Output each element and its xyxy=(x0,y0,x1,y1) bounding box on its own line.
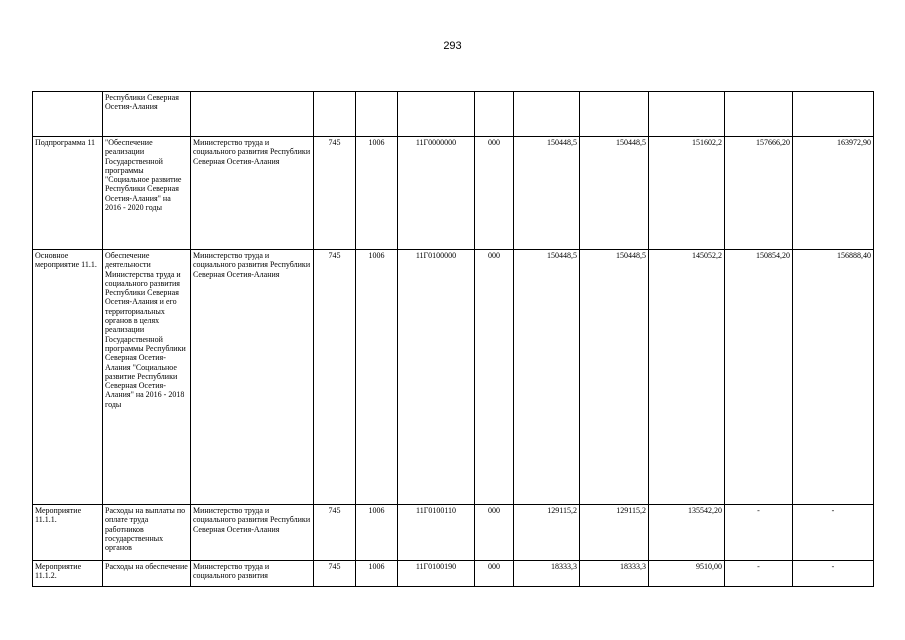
page-number: 293 xyxy=(443,40,462,52)
status-cell: Подпрограмма 11 xyxy=(33,137,103,250)
amount-cell: 129115,2 xyxy=(580,505,649,561)
csr-cell xyxy=(398,92,475,137)
amount-cell: 156888,40 xyxy=(793,250,874,505)
table-row xyxy=(33,561,874,587)
rzpr-cell: 1006 xyxy=(356,250,398,505)
csr-cell: 11Г0000000 xyxy=(398,137,475,250)
name-cell: Расходы на обеспечение xyxy=(103,561,191,587)
amount-cell: 150448,5 xyxy=(514,137,580,250)
grbs-cell xyxy=(314,92,356,137)
csr-cell: 11Г0100190 xyxy=(398,561,475,587)
amount-cell: 18333,3 xyxy=(580,561,649,587)
budget-table xyxy=(32,91,874,587)
vr-cell xyxy=(475,92,514,137)
executor-cell: Министерство труда и социального развития Республики Северная Осетия-Алания xyxy=(191,505,314,561)
executor-cell: Министерство труда и социального развития Республики Северная Осетия-Алания xyxy=(191,137,314,250)
name-cell: Республики Северная Осетия-Алания xyxy=(103,92,191,137)
table-row xyxy=(33,137,874,250)
table-row xyxy=(33,250,874,505)
csr-cell: 11Г0100110 xyxy=(398,505,475,561)
table-row xyxy=(33,505,874,561)
grbs-cell: 745 xyxy=(314,561,356,587)
amount-cell: 145052,2 xyxy=(649,250,725,505)
amount-cell: 18333,3 xyxy=(514,561,580,587)
amount-cell: - xyxy=(793,561,874,587)
amount-cell: - xyxy=(725,505,793,561)
amount-cell: 150854,20 xyxy=(725,250,793,505)
amount-cell xyxy=(725,92,793,137)
amount-cell xyxy=(793,92,874,137)
amount-cell: 150448,5 xyxy=(580,250,649,505)
amount-cell: 129115,2 xyxy=(514,505,580,561)
executor-cell: Министерство труда и социального развития xyxy=(191,561,314,587)
grbs-cell: 745 xyxy=(314,505,356,561)
rzpr-cell: 1006 xyxy=(356,137,398,250)
rzpr-cell: 1006 xyxy=(356,505,398,561)
amount-cell: - xyxy=(793,505,874,561)
vr-cell: 000 xyxy=(475,505,514,561)
vr-cell: 000 xyxy=(475,137,514,250)
table-row xyxy=(33,92,874,137)
name-cell: Обеспечение деятельности Министерства труда и социального развития Республики Северная Осетия-Алания и его территориальных органов в целях реализации Государственной программы Республики Северная Осетия-Алания "Социальное развитие Республики Северная Осетия-Алания" на 2016 - 2018 годы xyxy=(103,250,191,505)
amount-cell: 135542,20 xyxy=(649,505,725,561)
status-cell: Основное мероприятие 11.1. xyxy=(33,250,103,505)
amount-cell: 163972,90 xyxy=(793,137,874,250)
grbs-cell: 745 xyxy=(314,137,356,250)
amount-cell: 150448,5 xyxy=(580,137,649,250)
name-cell: "Обеспечение реализации Государственной программы "Социальное развитие Республики Северная Осетия-Алания" на 2016 - 2020 годы xyxy=(103,137,191,250)
vr-cell: 000 xyxy=(475,250,514,505)
status-cell xyxy=(33,92,103,137)
vr-cell: 000 xyxy=(475,561,514,587)
amount-cell: - xyxy=(725,561,793,587)
name-cell: Расходы на выплаты по оплате труда работников государственных органов xyxy=(103,505,191,561)
amount-cell: 157666,20 xyxy=(725,137,793,250)
amount-cell: 151602,2 xyxy=(649,137,725,250)
amount-cell xyxy=(649,92,725,137)
amount-cell: 150448,5 xyxy=(514,250,580,505)
rzpr-cell xyxy=(356,92,398,137)
grbs-cell: 745 xyxy=(314,250,356,505)
status-cell: Мероприятие 11.1.2. xyxy=(33,561,103,587)
amount-cell xyxy=(580,92,649,137)
rzpr-cell: 1006 xyxy=(356,561,398,587)
amount-cell xyxy=(514,92,580,137)
csr-cell: 11Г0100000 xyxy=(398,250,475,505)
amount-cell: 9510,00 xyxy=(649,561,725,587)
executor-cell xyxy=(191,92,314,137)
status-cell: Мероприятие 11.1.1. xyxy=(33,505,103,561)
executor-cell: Министерство труда и социального развития Республики Северная Осетия-Алания xyxy=(191,250,314,505)
